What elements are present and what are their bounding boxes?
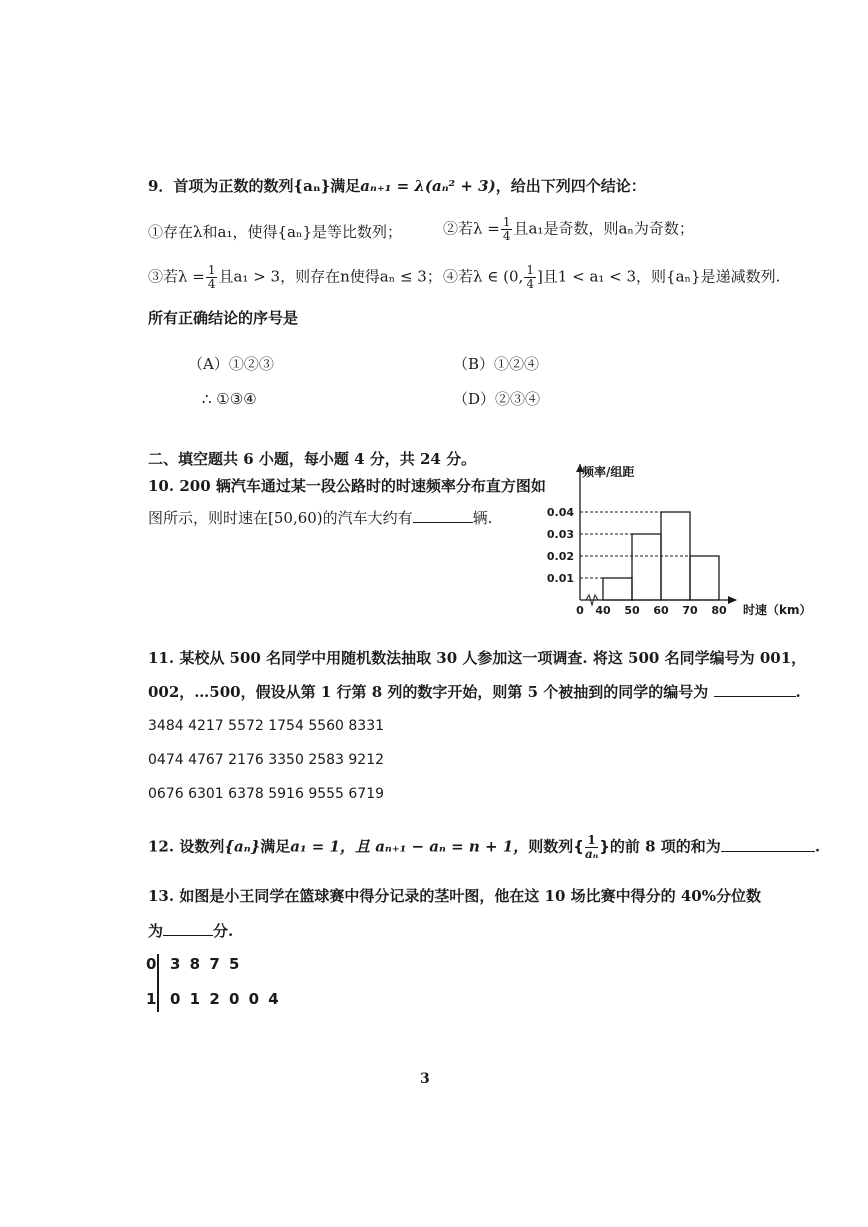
q11-line-2 (148, 681, 801, 702)
q9-c2-num: 1 (502, 215, 511, 229)
q11-random-row-2: 0474 4767 2176 3350 2583 9212 (148, 752, 385, 768)
x-axis-label: 时速（km） (743, 603, 812, 617)
histogram-bar-[50,60) (632, 534, 661, 600)
speed-histogram (540, 462, 830, 622)
q12-pre: 12. 设数列 (148, 837, 225, 856)
histogram-bar-[70,80) (690, 556, 719, 600)
q12-condition: a₁ = 1，且 aₙ₊₁ − aₙ = n + 1， (290, 837, 529, 856)
q9-conclusion-4 (443, 264, 780, 291)
q13-answer-blank[interactable] (163, 920, 213, 936)
section-2-heading: 二、填空题共 6 小题，每小题 4 分，共 24 分。 (148, 450, 477, 468)
q9-stem-mid: 满足 (330, 177, 361, 195)
q9-stem-suffix: ，给出下列四个结论： (495, 177, 646, 195)
x-axis-arrow (728, 596, 737, 604)
q9-c3-num: 1 (207, 263, 216, 277)
stem-1: 1 (146, 990, 157, 1008)
q9-conclusion-3 (148, 264, 442, 291)
q11-line2-end: . (795, 683, 801, 701)
q9-conclusion-1: ①存在λ和a₁，使得{aₙ}是等比数列； (148, 223, 402, 241)
q9-c3-den: 4 (207, 277, 216, 291)
q12-seq: {aₙ} (224, 837, 261, 856)
q12-left-brace: { (573, 837, 584, 856)
leaves-1: 0 1 2 0 0 4 (170, 990, 279, 1008)
x-tick-label: 60 (653, 604, 669, 617)
x-tick-label: 70 (682, 604, 698, 617)
q11-random-row-3: 0676 6301 6378 5916 9555 6719 (148, 786, 385, 802)
q10-line2-post: 辆. (472, 509, 493, 527)
q9-c4-pre: ④若λ ∈ (0, (443, 267, 524, 286)
x-tick-label: 80 (711, 604, 727, 617)
x-tick-label: 40 (595, 604, 611, 617)
q9-c4-post: ]且1 < a₁ < 3，则{aₙ}是递减数列. (536, 267, 781, 286)
q9-option-b[interactable]: （B）①②④ (453, 355, 540, 373)
q13-line2-pre: 为 (148, 922, 164, 940)
q9-seq: {aₙ} (293, 177, 331, 195)
q9-option-a[interactable]: （A）①②③ (188, 355, 274, 373)
q10-answer-blank[interactable] (413, 507, 473, 523)
q12-frac-num: 1 (587, 833, 596, 847)
histogram-bar-[40,50) (603, 578, 632, 600)
q13-line-1: 13. 如图是小王同学在篮球赛中得分记录的茎叶图，他在这 10 场比赛中得分的 40%分位数 (148, 887, 761, 905)
q12-frac-den: aₙ (584, 847, 599, 861)
q9-c4-fraction (524, 264, 536, 291)
q10-line-1: 10. 200 辆汽车通过某一段公路时的时速频率分布直方图如 (148, 477, 546, 495)
q11-line2-text: 002，…500，假设从第 1 行第 8 列的数字开始，则第 5 个被抽到的同学的编号为 (148, 683, 709, 701)
q9-c2-post: 且a₁是奇数，则aₙ为奇数； (513, 219, 694, 238)
q9-c2-pre: ②若λ = (443, 219, 500, 238)
q12-end: . (814, 837, 821, 856)
y-axis-label: 频率/组距 (582, 465, 635, 479)
y-tick-label: 0.04 (546, 506, 574, 519)
x-tick-label: 50 (624, 604, 640, 617)
q9-conclusion-2 (443, 216, 694, 243)
y-tick-label: 0.01 (546, 572, 574, 585)
q10-line-2 (148, 507, 492, 528)
q9-ask: 所有正确结论的序号是 (148, 309, 299, 327)
q9-option-d[interactable]: （D）②③④ (453, 390, 541, 408)
y-tick-label: 0.02 (546, 550, 574, 563)
leaves-0: 3 8 7 5 (170, 955, 240, 973)
q11-random-row-1: 3484 4217 5572 1754 5560 8331 (148, 718, 385, 734)
q9-c3-post: 且a₁ > 3，则存在n使得aₙ ≤ 3； (218, 267, 442, 286)
q11-answer-blank[interactable] (714, 681, 796, 697)
q9-option-c[interactable]: ∴ ①③④ (202, 390, 257, 408)
q12-mid2: 则数列 (528, 837, 574, 856)
page-number: 3 (420, 1071, 430, 1087)
q9-c3-pre: ③若λ = (148, 267, 205, 286)
q10-line2-pre: 图所示，则时速在[50,60)的汽车大约有 (148, 509, 413, 527)
q9-c4-num: 1 (526, 263, 534, 277)
x-tick-label: 0 (576, 604, 584, 617)
q12-answer-blank[interactable] (721, 836, 815, 852)
q12-post: 的前 8 项的和为 (609, 837, 721, 856)
y-tick-label: 0.03 (546, 528, 574, 541)
q11-line-1: 11. 某校从 500 名同学中用随机数法抽取 30 人参加这一项调查. 将这 500 名同学编号为 001， (148, 649, 807, 667)
q9-formula: aₙ₊₁ = λ(aₙ² + 3) (360, 177, 496, 195)
q12-line (148, 834, 820, 861)
q9-stem (148, 176, 646, 196)
q12-mid1: 满足 (260, 837, 291, 856)
q13-line2-post: 分. (213, 922, 234, 940)
q12-fraction (585, 834, 598, 861)
histogram-svg (540, 462, 830, 622)
q9-c2-den: 4 (502, 229, 511, 243)
stem-leaf-divider (157, 954, 159, 1012)
q13-line-2 (148, 920, 233, 941)
stem-0: 0 (146, 955, 157, 973)
q9-c2-fraction (501, 216, 513, 243)
q9-c4-den: 4 (526, 277, 534, 291)
q9-stem-prefix: 9．首项为正数的数列 (148, 177, 294, 195)
q12-right-brace: } (599, 837, 610, 856)
q9-c3-fraction (206, 264, 218, 291)
